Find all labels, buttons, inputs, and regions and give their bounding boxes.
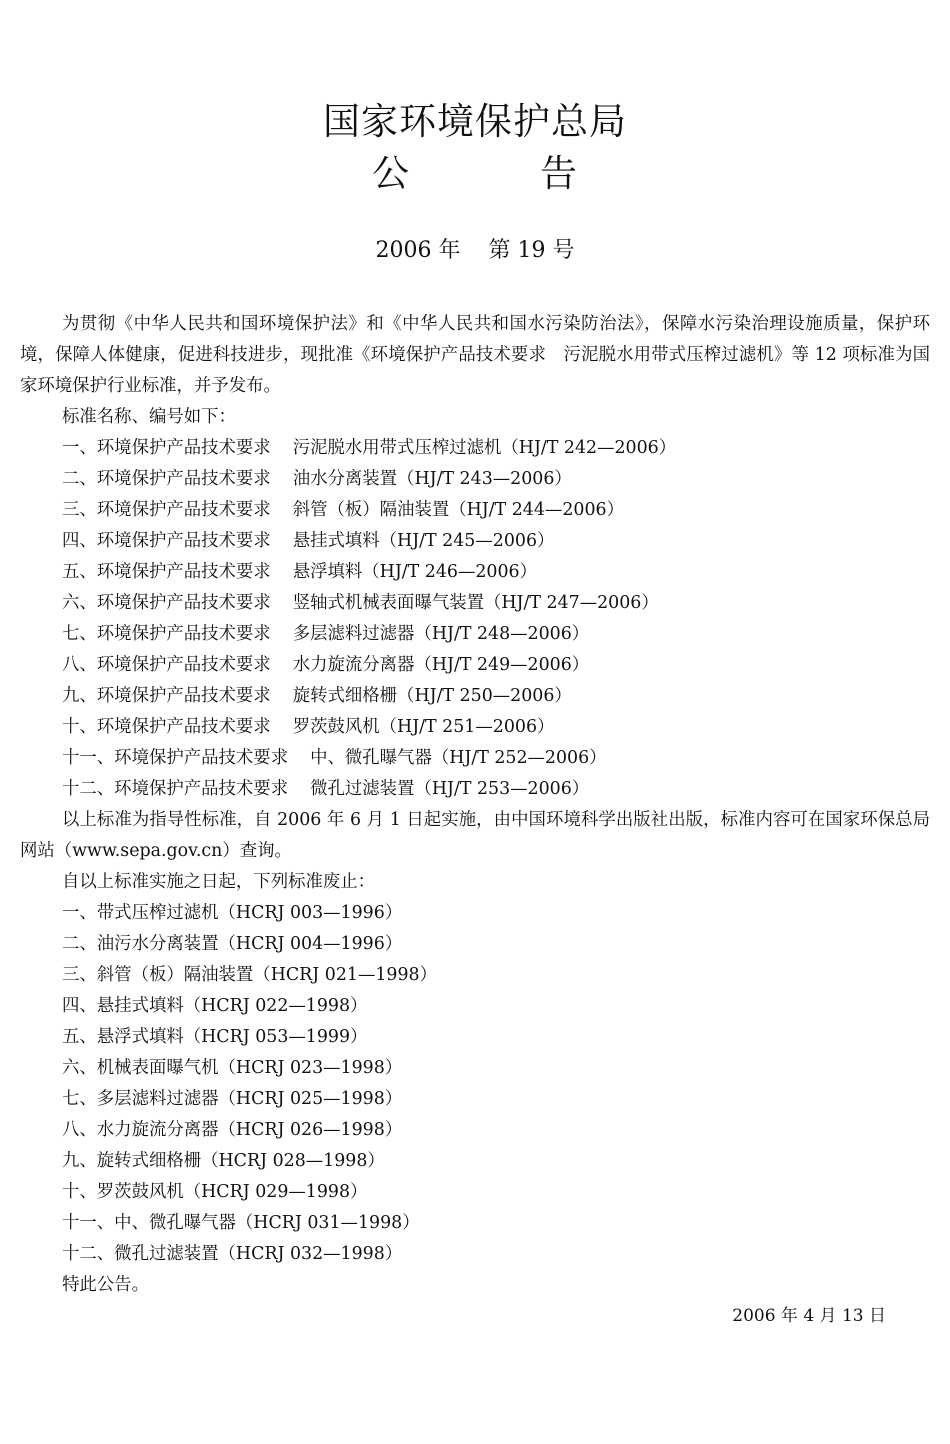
standards-heading: 标准名称、编号如下： xyxy=(62,407,236,427)
closing-line: 特此公告。 xyxy=(62,1275,149,1295)
abolished-standards-list xyxy=(20,898,930,1270)
document-type-char-1: 公 xyxy=(372,152,410,195)
approved-standard-item: 八、环境保护产品技术要求 水力旋流分离器（HJ/T 249—2006） xyxy=(62,655,590,675)
issuing-authority-title: 国家环境保护总局 xyxy=(323,100,627,143)
signature-date: 2006 年 4 月 13 日 xyxy=(732,1306,886,1326)
abolished-standard-item: 二、油污水分离装置（HCRJ 004—1996） xyxy=(62,934,403,954)
issue-number-line xyxy=(0,236,950,266)
issue-year: 2006 年 xyxy=(375,238,461,263)
document-type-char-2: 告 xyxy=(540,152,578,195)
abolished-standard-item: 十、罗茨鼓风机（HCRJ 029—1998） xyxy=(62,1182,368,1202)
approved-standard-item: 四、环境保护产品技术要求 悬挂式填料（HJ/T 245—2006） xyxy=(62,531,555,551)
abolished-standard-item: 四、悬挂式填料（HCRJ 022—1998） xyxy=(62,996,368,1016)
approved-standard-item: 二、环境保护产品技术要求 油水分离装置（HJ/T 243—2006） xyxy=(62,469,572,489)
announcement-body xyxy=(20,309,930,1301)
approved-standards-list xyxy=(20,433,930,805)
approved-standard-item: 七、环境保护产品技术要求 多层滤料过滤器（HJ/T 248—2006） xyxy=(62,624,590,644)
implementation-paragraph: 以上标准为指导性标准，自 2006 年 6 月 1 日起实施，由中国环境科学出版社出版，标准内容可在国家环保总局网站（www.sepa.gov.cn）查询。 xyxy=(20,810,930,861)
approved-standard-item: 六、环境保护产品技术要求 竖轴式机械表面曝气装置（HJ/T 247—2006） xyxy=(62,593,659,613)
abolished-standard-item: 五、悬浮式填料（HCRJ 053—1999） xyxy=(62,1027,368,1047)
issue-number: 第 19 号 xyxy=(488,238,575,263)
document-type-title xyxy=(0,152,950,196)
approved-standard-item: 十二、环境保护产品技术要求 微孔过滤装置（HJ/T 253—2006） xyxy=(62,779,590,799)
approved-standard-item: 三、环境保护产品技术要求 斜管（板）隔油装置（HJ/T 244—2006） xyxy=(62,500,624,520)
abolished-standard-item: 一、带式压榨过滤机（HCRJ 003—1996） xyxy=(62,903,403,923)
abolished-standard-item: 六、机械表面曝气机（HCRJ 023—1998） xyxy=(62,1058,403,1078)
abolished-standard-item: 八、水力旋流分离器（HCRJ 026—1998） xyxy=(62,1120,403,1140)
abolished-standard-item: 十二、微孔过滤装置（HCRJ 032—1998） xyxy=(62,1244,403,1264)
abolished-standard-item: 十一、中、微孔曝气器（HCRJ 031—1998） xyxy=(62,1213,420,1233)
abolished-heading: 自以上标准实施之日起，下列标准废止： xyxy=(62,872,376,892)
abolished-standard-item: 三、斜管（板）隔油装置（HCRJ 021—1998） xyxy=(62,965,437,985)
approved-standard-item: 十、环境保护产品技术要求 罗茨鼓风机（HJ/T 251—2006） xyxy=(62,717,555,737)
approved-standard-item: 五、环境保护产品技术要求 悬浮填料（HJ/T 246—2006） xyxy=(62,562,538,582)
approved-standard-item: 九、环境保护产品技术要求 旋转式细格栅（HJ/T 250—2006） xyxy=(62,686,572,706)
approved-standard-item: 十一、环境保护产品技术要求 中、微孔曝气器（HJ/T 252—2006） xyxy=(62,748,607,768)
abolished-standard-item: 七、多层滤料过滤器（HCRJ 025—1998） xyxy=(62,1089,403,1109)
abolished-standard-item: 九、旋转式细格栅（HCRJ 028—1998） xyxy=(62,1151,385,1171)
approved-standard-item: 一、环境保护产品技术要求 污泥脱水用带式压榨过滤机（HJ/T 242—2006） xyxy=(62,438,677,458)
intro-paragraph: 为贯彻《中华人民共和国环境保护法》和《中华人民共和国水污染防治法》，保障水污染治理设施质量，保护环境，保障人体健康，促进科技进步，现批准《环境保护产品技术要求 污泥脱水用带式压榨过滤机》等 12 项标准为国家环境保护行业标准，并予发布。 xyxy=(20,314,930,396)
